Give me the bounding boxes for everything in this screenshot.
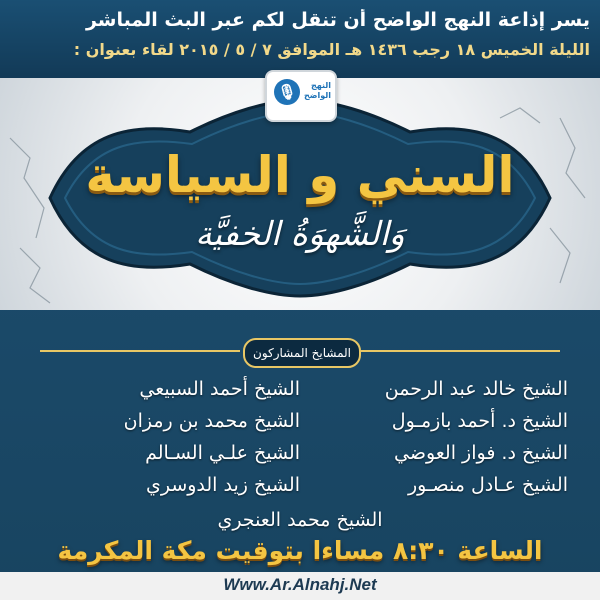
intro-line-2: الليلة الخميس ١٨ رجب ١٤٣٦ هـ الموافق ٧ / ٥ / ٢٠١٥ لقاء بعنوان : [73,40,590,59]
participant-name: الشيخ أحمد السبيعي [139,378,300,400]
divider-right [360,350,560,352]
intro-band [0,0,600,78]
intro-line-1: يسر إذاعة النهج الواضح أن تنقل لكم عبر البث المباشر [85,9,590,31]
station-logo [265,70,337,122]
microphone-icon: 🎙 [274,79,300,105]
divider-left [40,350,240,352]
broadcast-time: الساعة ٨:٣٠ مساءا بتوقيت مكة المكرمة [57,536,543,565]
participant-name: الشيخ خالد عبد الرحمن [384,378,568,400]
participant-name-last: الشيخ محمد العنجري [217,509,383,531]
participants-heading: المشايخ المشاركون [243,338,361,368]
participant-name: الشيخ زيد الدوسري [145,474,300,496]
participant-name: الشيخ د. فواز العوضي [393,442,568,464]
footer-bar [0,572,600,600]
website-link[interactable]: Www.Ar.Alnahj.Net [223,575,377,594]
participant-name: الشيخ عـادل منصـور [408,474,568,496]
logo-text: النهج الواضح [304,81,331,100]
participant-name: الشيخ د. أحمد بازمـول [391,410,568,432]
lecture-title: السني و السياسة [85,146,515,204]
participant-name: الشيخ علـي السـالم [145,442,300,464]
participant-name: الشيخ محمد بن رمزان [123,410,300,432]
lecture-subtitle: وَالشَّهوَةُ الخفيَّة [195,214,405,253]
